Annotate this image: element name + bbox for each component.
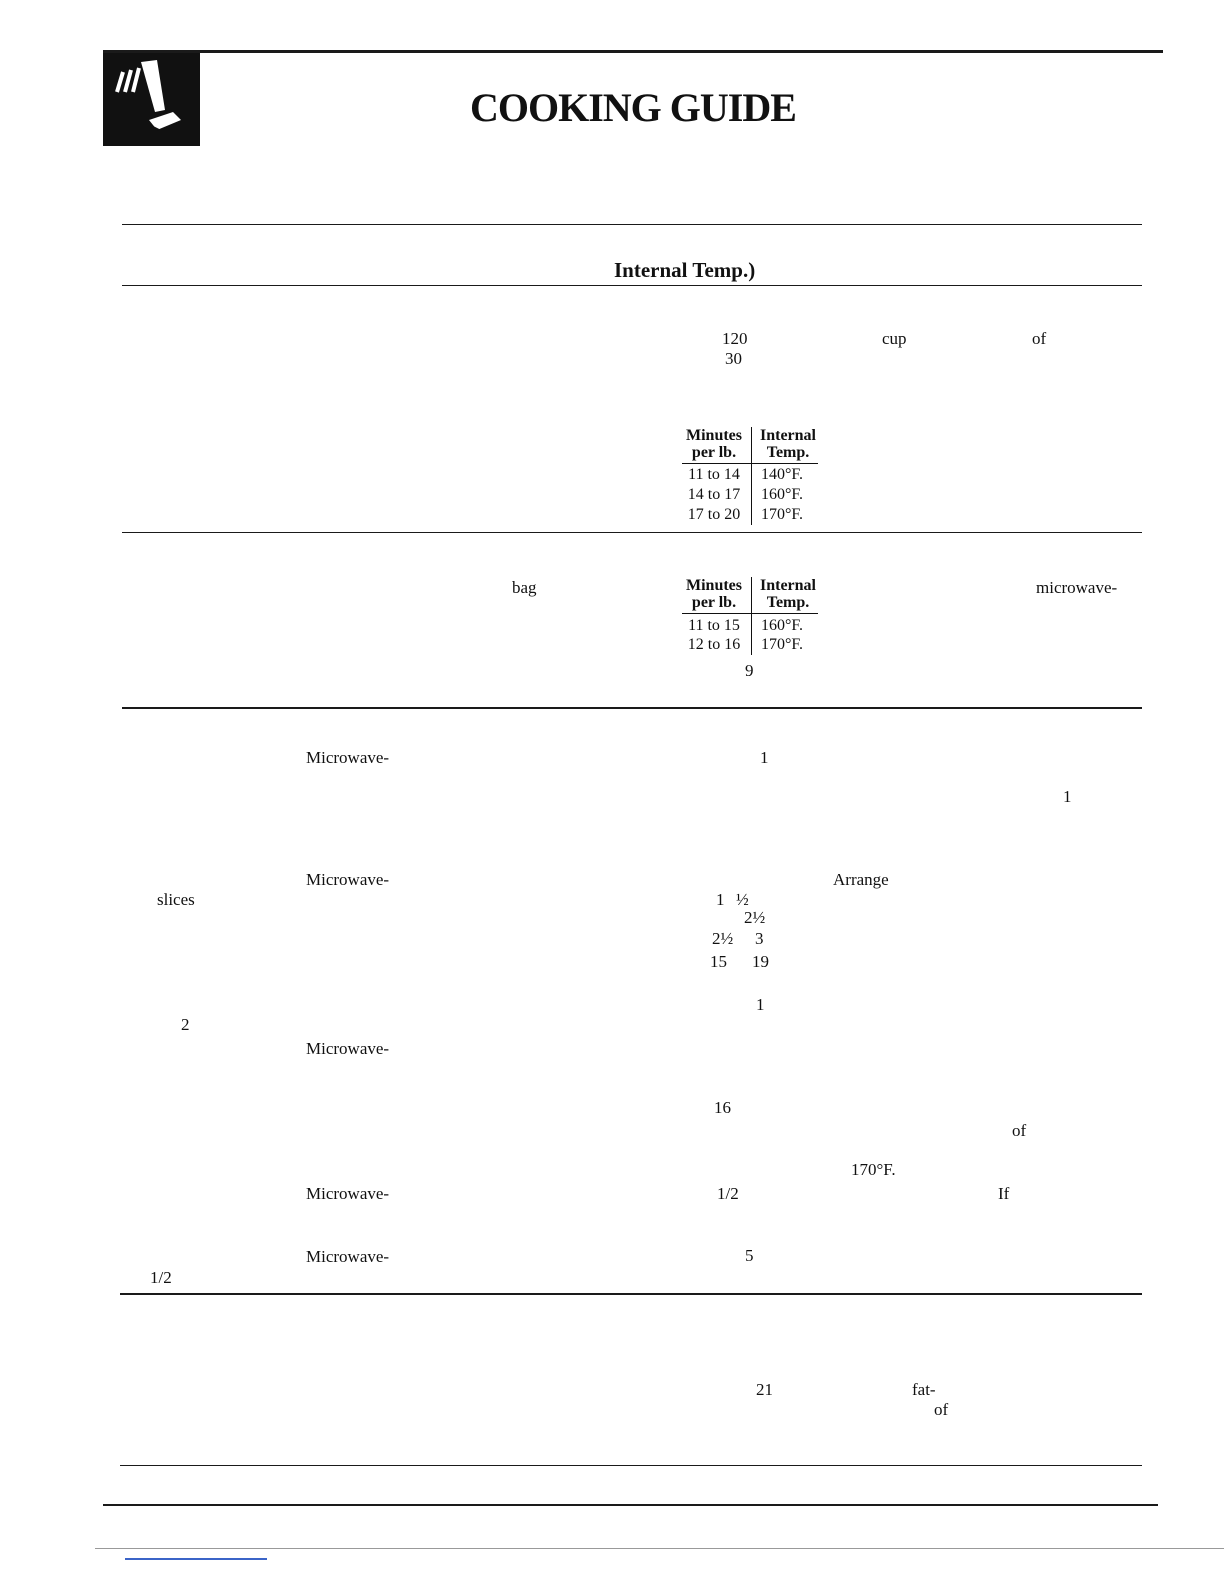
text-fragment: 1 [756,995,765,1014]
text-fragment: Microwave- [306,1184,390,1203]
table-cell-temp: 160°F. [760,486,803,503]
top-rule [103,50,1163,53]
header-internal: Internal [760,427,816,444]
section-rule [120,1293,1142,1295]
header-internal: Internal [760,577,816,594]
text-fragment: of [934,1400,949,1419]
text-fragment: 16 [714,1098,731,1117]
text-fragment: 1 [716,890,725,909]
section-rule-header [122,285,1142,286]
table-cell-minutes: 14 to 17 [687,486,741,503]
text-fragment: of [1012,1121,1027,1140]
link-underline[interactable] [125,1558,267,1560]
header-per-lb: per lb. [691,594,737,611]
text-fragment: 2½ [744,908,766,927]
text-fragment: 1 [1063,787,1072,806]
text-fragment: of [1032,329,1047,348]
cooking-logo-icon [103,52,200,146]
text-fragment: 2½ [712,929,734,948]
text-fragment: 21 [756,1380,773,1399]
text-fragment: fat- [912,1380,936,1399]
table-cell-minutes: 11 to 14 [688,466,740,483]
text-fragment: 170°F. [851,1160,896,1179]
text-fragment: cup [882,329,907,348]
table-header-rule [682,463,818,464]
header-temp: Temp. [766,594,810,611]
footer-rule [103,1504,1158,1506]
table-divider [751,577,752,655]
table-divider [751,427,752,525]
text-fragment: If [998,1184,1010,1203]
text-fragment: 19 [752,952,769,971]
column-header-internal-temp: Internal Temp.) [614,258,756,282]
text-fragment: 1 [760,748,769,767]
table-cell-temp: 170°F. [760,636,803,653]
table-cell-minutes: 12 to 16 [687,636,741,653]
table-cell-temp: 160°F. [760,617,803,634]
text-fragment: 5 [745,1246,754,1265]
text-fragment: 15 [710,952,727,971]
header-minutes: Minutes [686,427,742,444]
section-rule-bottom [120,1465,1142,1466]
text-fragment: 120 [722,329,748,348]
text-fragment: bag [512,578,537,597]
text-fragment: Microwave- [306,1247,390,1266]
text-fragment: Microwave- [306,870,390,889]
table-cell-minutes: 11 to 15 [688,617,740,634]
text-fragment: 9 [745,661,754,680]
text-fragment: slices [157,890,195,909]
text-fragment: Microwave- [306,748,390,767]
section-rule [122,532,1142,533]
page-edge-line [95,1548,1224,1549]
table-header-rule [682,613,818,614]
text-fragment: 3 [755,929,764,948]
roasting-bag-time-table [682,577,822,657]
page-title: COOKING GUIDE [470,85,796,130]
section-rule-top [122,224,1142,225]
table-cell-minutes: 17 to 20 [687,506,741,523]
text-fragment: 1/2 [717,1184,739,1203]
header-per-lb: per lb. [691,444,737,461]
text-fragment: 2 [181,1015,190,1034]
table-cell-temp: 140°F. [760,466,803,483]
text-fragment: Arrange [833,870,889,889]
section-rule [122,707,1142,709]
text-fragment: 1/2 [150,1268,172,1287]
roasting-time-table [682,427,822,527]
table-cell-temp: 170°F. [760,506,803,523]
text-fragment: microwave- [1036,578,1118,597]
header-temp: Temp. [766,444,810,461]
text-fragment: Microwave- [306,1039,390,1058]
text-fragment: ½ [736,890,749,909]
header-minutes: Minutes [686,577,742,594]
text-fragment: 30 [725,349,742,368]
